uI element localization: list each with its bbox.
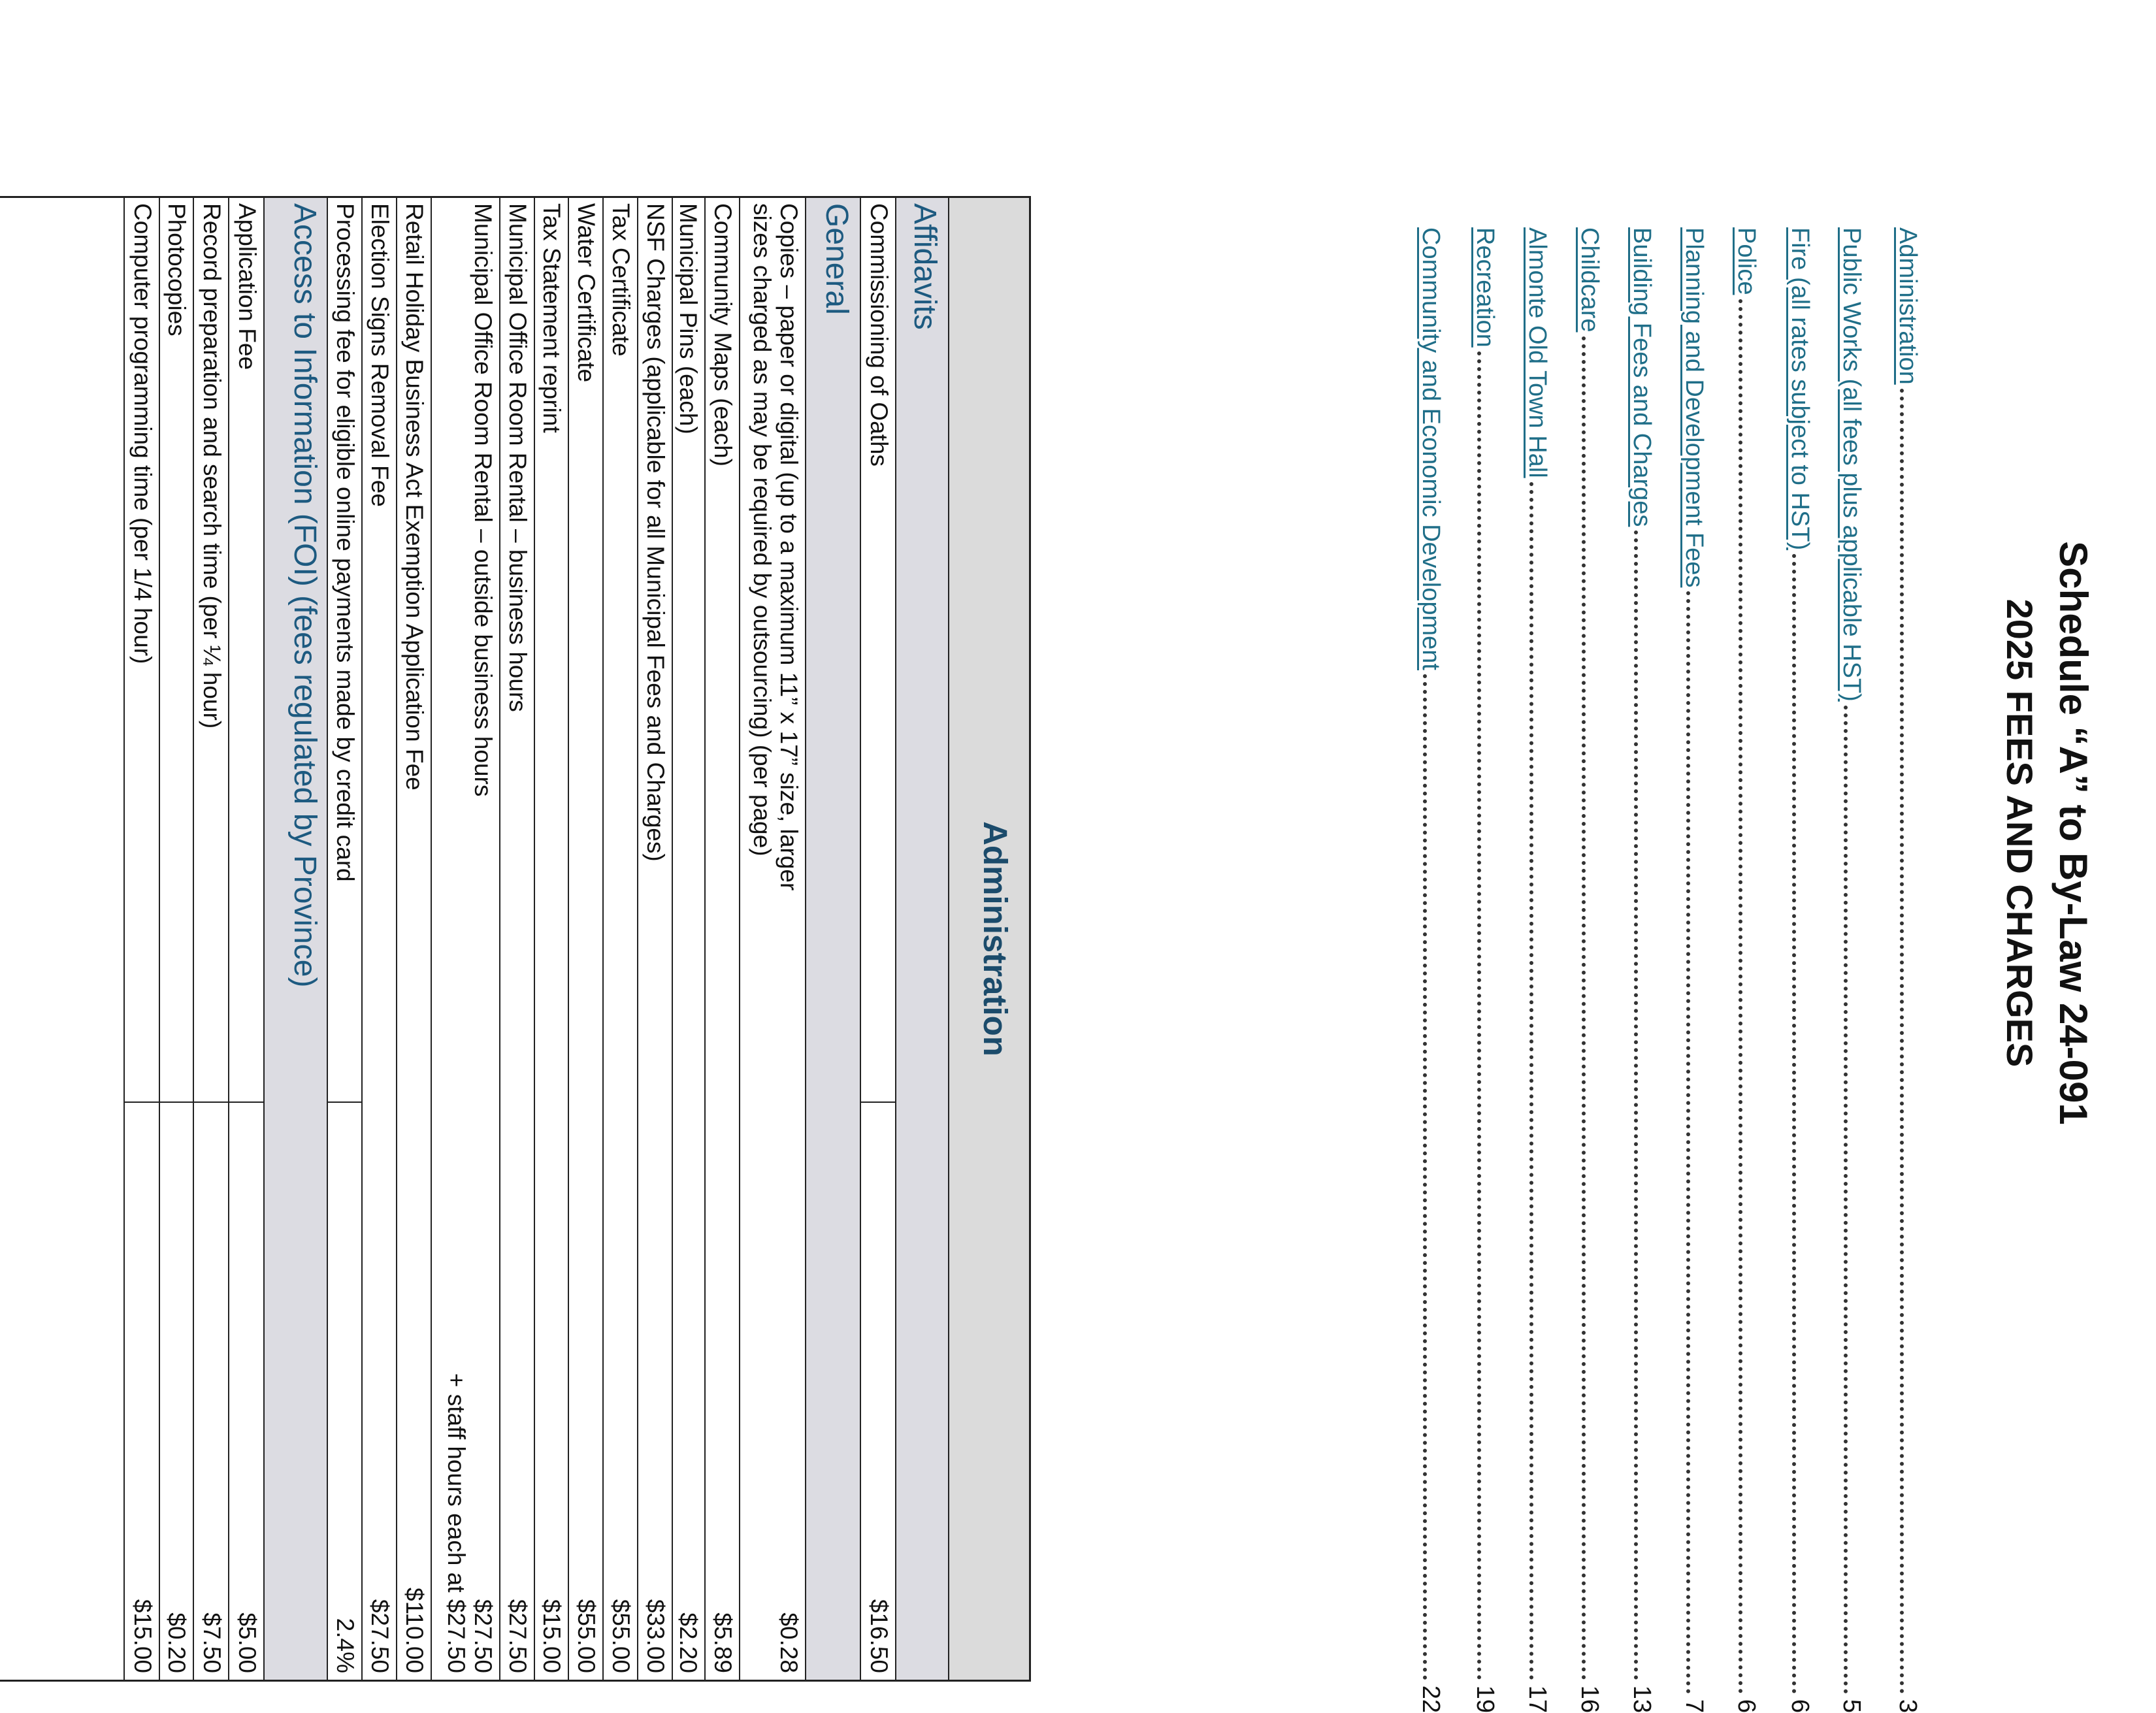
toc-leader-dots [1792, 554, 1796, 1694]
row-fee: 2.4% [332, 1618, 359, 1673]
table-title: Administration [977, 821, 1014, 1056]
row-fee: $16.50 [866, 1599, 892, 1673]
toc-link[interactable]: Fire (all rates subject to HST) [1786, 227, 1814, 551]
row-fee-note: + staff hours each at $27.50 [443, 1373, 470, 1673]
toc-leader-dots [1634, 530, 1638, 1680]
row-description: Municipal Office Room Rental – outside business hours [470, 203, 497, 797]
row-fee: $27.50 [367, 1599, 393, 1673]
toc-link[interactable]: Planning and Development Fees [1680, 227, 1708, 588]
toc-entry-childcare[interactable] [1575, 227, 1607, 1713]
toc-link[interactable]: Police [1733, 227, 1760, 295]
row-description: Processing fee for eligible online payments made by credit card [332, 203, 359, 882]
row-description-line: Copies – paper or digital (up to a maximum 11” x 17” size, larger [776, 203, 802, 891]
row-description: Election Signs Removal Fee [367, 203, 393, 507]
row-fee: $33.00 [642, 1599, 669, 1673]
row-fee: $15.00 [538, 1599, 565, 1673]
toc-link[interactable]: Almonte Old Town Hall [1524, 227, 1551, 478]
column-divider [160, 1101, 193, 1103]
toc-link[interactable]: Administration [1894, 227, 1921, 385]
column-divider [861, 1101, 895, 1103]
row-description: Water Certificate [573, 203, 600, 383]
toc-entry-administration[interactable] [1893, 227, 1925, 1713]
toc-leader-dots [1844, 706, 1848, 1694]
toc-leader-dots [1529, 482, 1533, 1680]
section-header-foi [263, 198, 327, 1680]
row-fee: $2.20 [675, 1612, 702, 1673]
toc-page-number: 22 [1417, 1685, 1445, 1713]
row-description: Record preparation and search time (per ¼ hour) [199, 203, 225, 729]
row-description: Commissioning of Oaths [866, 203, 892, 467]
toc-page-number: 5 [1838, 1699, 1865, 1713]
toc-leader-dots [1686, 591, 1690, 1694]
toc-link[interactable]: Community and Economic Development [1417, 227, 1445, 670]
row-description: Photocopies [163, 203, 190, 336]
toc-page-number: 16 [1576, 1685, 1603, 1713]
toc-leader-dots [1477, 351, 1481, 1680]
document-title: Schedule “A” to By-Law 24-091 [2051, 541, 2095, 1125]
row-description: Municipal Office Room Rental – business hours [504, 203, 531, 712]
table-row [361, 198, 396, 1680]
toc-entry-old-town-hall[interactable] [1523, 227, 1554, 1713]
table-row [672, 198, 704, 1680]
fees-table [0, 196, 1031, 1682]
toc-link[interactable]: Recreation [1471, 227, 1499, 348]
toc-leader-dots [1423, 674, 1427, 1680]
document-subtitle: 2025 FEES AND CHARGES [1999, 598, 2040, 1068]
table-row [431, 198, 499, 1680]
row-fee: $55.00 [573, 1599, 600, 1673]
column-divider [125, 1101, 159, 1103]
table-row [704, 198, 739, 1680]
section-title: General [819, 203, 854, 315]
section-header-affidavits [895, 198, 948, 1680]
row-fee: $5.00 [234, 1612, 261, 1673]
table-row [327, 198, 361, 1680]
row-fee: $7.50 [199, 1612, 225, 1673]
section-title: Affidavits [907, 203, 942, 330]
table-title-row [948, 198, 1029, 1680]
column-divider [328, 1101, 361, 1103]
table-row [860, 198, 895, 1680]
toc-entry-fire[interactable] [1786, 227, 1817, 1713]
row-fee: $0.28 [776, 1612, 802, 1673]
toc-entry-public-works[interactable] [1837, 227, 1869, 1713]
toc-page-number: 6 [1733, 1699, 1760, 1713]
row-description: Municipal Pins (each) [675, 203, 702, 434]
row-description: Application Fee [234, 203, 261, 370]
row-fee: $27.50 [504, 1599, 531, 1673]
toc-page-number: 6 [1786, 1699, 1814, 1713]
toc-leader-dots [1900, 389, 1904, 1694]
toc-page-number: 3 [1894, 1699, 1921, 1713]
table-row [396, 198, 431, 1680]
table-row [568, 198, 602, 1680]
row-description: Retail Holiday Business Act Exemption Application Fee [401, 203, 428, 791]
table-row [534, 198, 568, 1680]
row-fee: $110.00 [401, 1588, 428, 1673]
row-description-line: sizes charged as may be required by outsourcing) (per page) [749, 203, 776, 856]
row-fee-value: $27.50 [470, 1599, 497, 1673]
toc-page-number: 17 [1524, 1685, 1551, 1713]
row-description: NSF Charges (applicable for all Municipal Fees and Charges) [642, 203, 669, 862]
row-description: Computer programming time (per 1/4 hour) [129, 203, 156, 664]
toc-page-number: 7 [1680, 1699, 1708, 1713]
row-description: Tax Certificate [608, 203, 634, 357]
table-row [159, 198, 193, 1680]
row-fee: $5.89 [710, 1612, 736, 1673]
table-row [123, 198, 159, 1680]
row-fee [443, 1373, 497, 1673]
toc-entry-community[interactable] [1416, 227, 1448, 1713]
table-row [193, 198, 228, 1680]
toc-entry-police[interactable] [1732, 227, 1763, 1713]
toc-link[interactable]: Building Fees and Charges [1628, 227, 1656, 527]
table-row [499, 198, 534, 1680]
table-row [228, 198, 263, 1680]
toc-leader-dots [1582, 336, 1586, 1680]
row-description: Community Maps (each) [710, 203, 736, 467]
section-title: Access to Information (FOI) (fees regulated by Province) [287, 203, 322, 988]
row-description [749, 203, 802, 890]
toc-link[interactable]: Childcare [1576, 227, 1603, 333]
column-divider [229, 1101, 263, 1103]
toc-entry-planning[interactable] [1680, 227, 1711, 1713]
toc-entry-recreation[interactable] [1471, 227, 1502, 1713]
table-row [739, 198, 805, 1680]
toc-page-number: 13 [1628, 1685, 1656, 1713]
table-row [602, 198, 637, 1680]
toc-link[interactable]: Public Works (all fees plus applicable HST) [1838, 227, 1865, 702]
table-row [637, 198, 672, 1680]
row-description: Tax Statement reprint [538, 203, 565, 433]
row-fee: $15.00 [129, 1599, 156, 1673]
toc-page-number: 19 [1471, 1685, 1499, 1713]
column-divider [194, 1101, 228, 1103]
toc-leader-dots [1739, 299, 1742, 1694]
row-fee: $0.20 [163, 1612, 190, 1673]
row-fee: $55.00 [608, 1599, 634, 1673]
section-header-general [805, 198, 860, 1680]
toc-entry-building[interactable] [1627, 227, 1659, 1713]
